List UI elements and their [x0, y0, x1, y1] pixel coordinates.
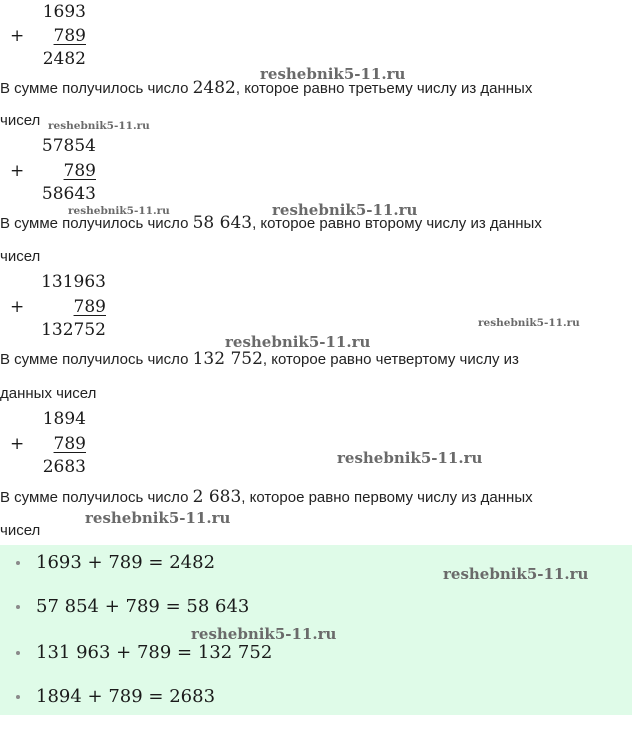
sum-result: 2683 — [42, 457, 86, 477]
sentence-number: 58 643 — [192, 213, 253, 233]
addend-2: 789 — [53, 434, 86, 454]
addend-2: 789 — [63, 161, 96, 181]
plus-sign: + — [10, 26, 25, 46]
watermark: reshebnik5-11.ru — [337, 449, 483, 467]
bullet-icon — [16, 605, 20, 609]
sentence-tail: чисел — [0, 248, 41, 265]
plus-sign: + — [10, 297, 25, 317]
watermark: reshebnik5-11.ru — [85, 509, 231, 527]
watermark: reshebnik5-11.ru — [68, 205, 170, 217]
addend-1: 57854 — [41, 136, 96, 156]
watermark: reshebnik5-11.ru — [48, 120, 150, 132]
sentence-text: В сумме получилось число — [0, 489, 193, 506]
addend-2: 789 — [53, 26, 86, 46]
sentence-number: 2482 — [192, 78, 236, 98]
sentence-tail: чисел — [0, 112, 41, 129]
plus-sign: + — [10, 161, 25, 181]
result-sentence — [0, 350, 519, 369]
sentence-text: В сумме получилось число — [0, 351, 193, 368]
sentence-number: 2 683 — [192, 487, 242, 507]
addend-1: 1693 — [42, 2, 86, 22]
addend-1: 1894 — [42, 409, 86, 429]
sentence-tail: данных чисел — [0, 385, 97, 402]
equation: 131 963 + 789 = 132 752 — [36, 642, 273, 663]
sentence-tail: чисел — [0, 522, 41, 539]
result-sentence — [0, 488, 533, 507]
watermark: reshebnik5-11.ru — [260, 65, 406, 83]
addend-2: 789 — [73, 297, 106, 317]
sum-result: 58643 — [41, 184, 96, 204]
sum-result: 2482 — [42, 49, 86, 69]
plus-sign: + — [10, 434, 25, 454]
addend-1: 131963 — [41, 272, 106, 292]
bullet-icon — [16, 651, 20, 655]
bullet-icon — [16, 695, 20, 699]
watermark: reshebnik5-11.ru — [478, 317, 580, 329]
bullet-icon — [16, 561, 20, 565]
watermark: reshebnik5-11.ru — [443, 565, 589, 583]
equation: 57 854 + 789 = 58 643 — [36, 596, 250, 617]
watermark: reshebnik5-11.ru — [225, 333, 371, 351]
sentence-text: , которое равно четвертому числу из — [262, 351, 519, 368]
sentence-text: В сумме получилось число — [0, 80, 193, 97]
sentence-number: 132 752 — [192, 349, 263, 369]
equation: 1693 + 789 = 2482 — [36, 552, 216, 573]
sentence-text: , которое равно первому числу из данных — [241, 489, 533, 506]
watermark: reshebnik5-11.ru — [191, 625, 337, 643]
sum-result: 132752 — [41, 320, 106, 340]
sentence-text: , которое равно второму числу из данных — [252, 215, 542, 232]
watermark: reshebnik5-11.ru — [272, 201, 418, 219]
equation: 1894 + 789 = 2683 — [36, 686, 216, 707]
sentence-text: , которое равно третьему числу из данных — [235, 80, 533, 97]
sentence-text: В сумме получилось число — [0, 215, 193, 232]
